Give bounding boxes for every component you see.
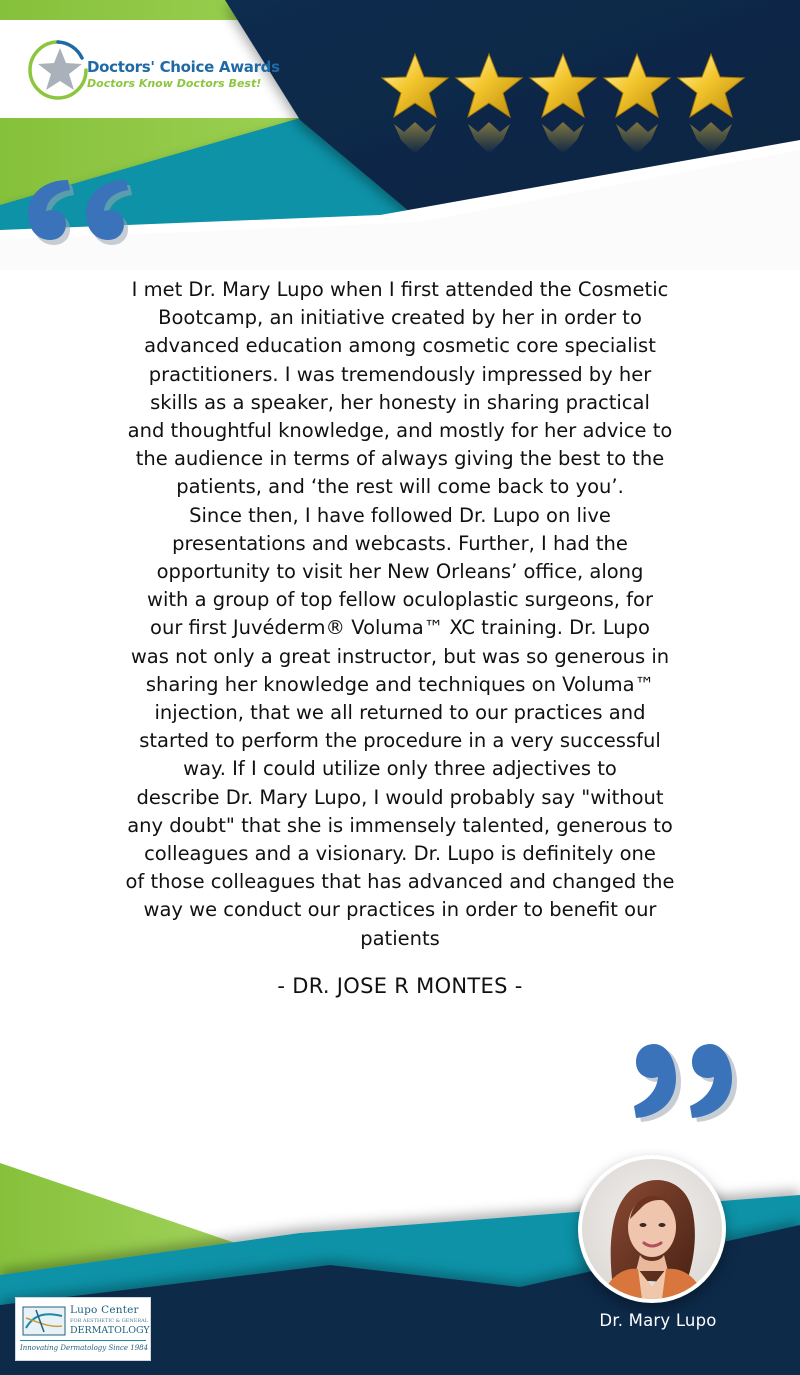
testimonial-line: and thoughtful knowledge, and mostly for her advice to <box>127 419 673 443</box>
award-tagline: Doctors Know Doctors Best! <box>87 77 262 90</box>
doctors-choice-awards-logo <box>26 34 286 106</box>
testimonial-line: was not only a great instructor, but was so generous in <box>130 644 670 668</box>
award-star-icon <box>26 38 90 102</box>
testimonial-line: practitioners. I was tremendously impressed by her <box>148 362 652 386</box>
star-icon <box>676 52 746 162</box>
lupo-mark-icon <box>22 1306 66 1336</box>
doctor-name: Dr. Mary Lupo <box>599 1311 717 1330</box>
testimonial-line: way we conduct our practices in order to benefit our <box>143 898 657 922</box>
clinic-tagline: Innovating Dermatology Since 1984 <box>20 1344 149 1352</box>
star-icon <box>602 52 672 162</box>
portrait-image <box>582 1159 722 1299</box>
testimonial-line: Since then, I have followed Dr. Lupo on live <box>189 503 611 527</box>
testimonial-line: started to perform the procedure in a very successful <box>139 729 661 753</box>
star-icon <box>454 52 524 162</box>
testimonial-line: I met Dr. Mary Lupo when I first attended the Cosmetic <box>131 278 669 301</box>
testimonial-line: patients, and ‘the rest will come back to you’. <box>176 475 624 499</box>
award-title: Doctors' Choice Awards <box>87 58 280 76</box>
testimonial-line: opportunity to visit her New Orleans’ office, along <box>156 560 644 584</box>
five-star-rating <box>380 52 754 162</box>
testimonial-line: our first Juvéderm® Voluma™ XC training. Dr. Lupo <box>150 616 650 640</box>
testimonial-line: skills as a speaker, her honesty in sharing practical <box>150 390 650 414</box>
open-quote-icon <box>22 170 137 265</box>
clinic-department: DERMATOLOGY <box>70 1325 150 1336</box>
testimonial-line: injection, that we all returned to our practices and <box>154 701 646 725</box>
testimonial-line: colleagues and a visionary. Dr. Lupo is definitely one <box>144 842 656 866</box>
clinic-name: Lupo Center <box>70 1304 139 1316</box>
testimonial-line: any doubt" that she is immensely talented, generous to <box>127 813 673 837</box>
clinic-divider <box>20 1340 146 1341</box>
close-quote-icon <box>630 1038 742 1123</box>
testimonial-line: of those colleagues that has advanced and changed the <box>125 870 675 894</box>
testimonial-text <box>90 276 710 953</box>
testimonial-line: presentations and webcasts. Further, I had the <box>172 531 628 555</box>
testimonial-line: with a group of top fellow oculoplastic surgeons, for <box>147 588 653 612</box>
star-icon <box>528 52 598 162</box>
testimonial-line: advanced education among cosmetic core specialist <box>144 334 656 358</box>
testimonial-author: - DR. JOSE R MONTES - <box>277 974 523 998</box>
clinic-subline: FOR AESTHETIC & GENERAL <box>70 1318 149 1324</box>
testimonial-line: sharing her knowledge and techniques on Voluma™ <box>145 672 655 696</box>
doctor-portrait <box>578 1155 726 1303</box>
testimonial-line: way. If I could utilize only three adjectives to <box>183 757 617 781</box>
testimonial-line: describe Dr. Mary Lupo, I would probably say "without <box>136 785 664 809</box>
lupo-center-logo <box>15 1297 151 1361</box>
testimonial-line: the audience in terms of always giving the best to the <box>135 447 665 471</box>
testimonial-line: patients <box>360 926 440 950</box>
testimonial-line: Bootcamp, an initiative created by her in order to <box>158 306 642 330</box>
star-icon <box>380 52 450 162</box>
